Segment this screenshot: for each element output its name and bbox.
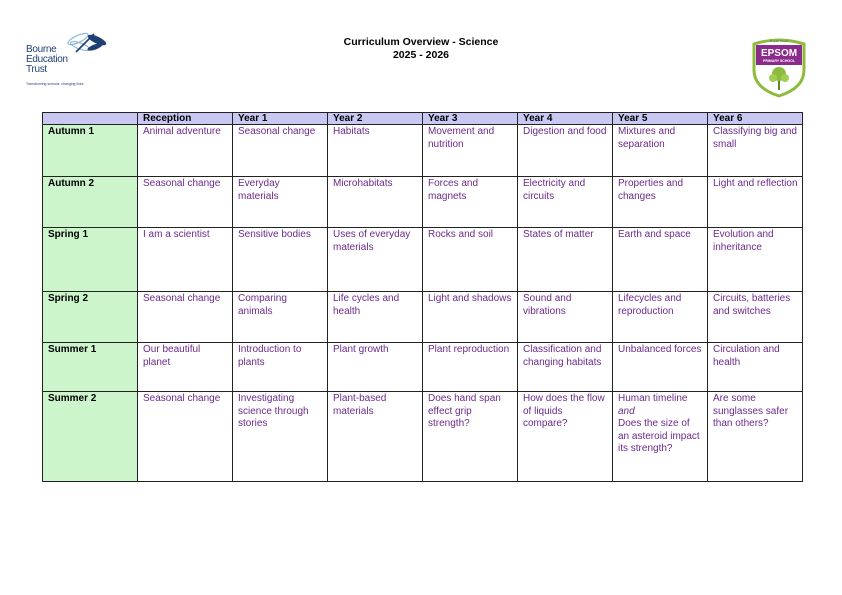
crest-school-name: EPSOM [760,48,798,59]
topic-part-1: Human timeline [618,393,688,404]
column-header: Year 3 [423,113,518,125]
page-title: Curriculum Overview - Science [343,36,499,48]
topic-cell: Microhabitats [328,177,423,228]
curriculum-table [42,112,803,482]
topic-cell: Unbalanced forces [613,343,708,392]
topic-cell: Comparing animals [233,292,328,343]
crest-top-text: Poplar Road [770,39,788,43]
topic-cell: Plant growth [328,343,423,392]
term-label: Autumn 2 [43,177,138,228]
logo-line-1: Bourne [26,44,57,55]
column-header: Year 4 [518,113,613,125]
logo-line-2: Education [26,54,68,65]
topic-cell: How does the flow of liquids compare? [518,392,613,482]
topic-cell: States of matter [518,228,613,292]
topic-cell: Movement and nutrition [423,125,518,177]
table-row [43,292,803,343]
topic-cell: Forces and magnets [423,177,518,228]
topic-joiner: and [618,405,635,417]
topic-cell: Sensitive bodies [233,228,328,292]
column-header: Year 5 [613,113,708,125]
term-label: Spring 2 [43,292,138,343]
topic-cell: Habitats [328,125,423,177]
topic-cell: Everyday materials [233,177,328,228]
topic-cell: Plant reproduction [423,343,518,392]
topic-cell: Investigating science through stories [233,392,328,482]
topic-cell: I am a scientist [138,228,233,292]
topic-cell-combined [613,392,708,482]
topic-cell: Introduction to plants [233,343,328,392]
column-header: Reception [138,113,233,125]
topic-cell: Lifecycles and reproduction [613,292,708,343]
topic-cell: Electricity and circuits [518,177,613,228]
topic-cell: Mixtures and separation [613,125,708,177]
topic-cell: Light and reflection [708,177,803,228]
term-label: Autumn 1 [43,125,138,177]
topic-cell: Life cycles and health [328,292,423,343]
table-row [43,228,803,292]
topic-cell: Properties and changes [613,177,708,228]
topic-cell: Seasonal change [138,177,233,228]
term-label: Summer 2 [43,392,138,482]
topic-cell: Classifying big and small [708,125,803,177]
topic-cell: Circulation and health [708,343,803,392]
topic-cell: Seasonal change [138,392,233,482]
logo-line-3: Trust [26,64,47,75]
epsom-primary-school-crest [751,36,807,98]
topic-cell: Are some sunglasses safer than others? [708,392,803,482]
topic-cell: Our beautiful planet [138,343,233,392]
topic-cell: Does hand span effect grip strength? [423,392,518,482]
table-header-row [43,113,803,125]
topic-cell: Uses of everyday materials [328,228,423,292]
table-row [43,177,803,228]
header-corner [43,113,138,125]
topic-cell: Plant-based materials [328,392,423,482]
academic-year: 2025 - 2026 [392,49,450,61]
term-label: Spring 1 [43,228,138,292]
table-row [43,392,803,482]
topic-cell: Animal adventure [138,125,233,177]
shield-icon [751,36,807,98]
topic-cell: Sound and vibrations [518,292,613,343]
topic-cell: Seasonal change [138,292,233,343]
topic-cell: Earth and space [613,228,708,292]
logo-tagline: Transforming schools, changing lives [26,82,84,86]
table-row [43,125,803,177]
crest-school-type: PRIMARY SCHOOL [763,59,795,63]
column-header: Year 2 [328,113,423,125]
topic-cell: Rocks and soil [423,228,518,292]
topic-cell: Circuits, batteries and switches [708,292,803,343]
term-label: Summer 1 [43,343,138,392]
topic-cell: Evolution and inheritance [708,228,803,292]
topic-part-2: Does the size of an asteroid impact its strength? [618,418,700,454]
topic-cell: Seasonal change [233,125,328,177]
page-header [0,36,842,62]
column-header: Year 1 [233,113,328,125]
topic-cell: Classification and changing habitats [518,343,613,392]
table-row [43,343,803,392]
topic-cell: Digestion and food [518,125,613,177]
column-header: Year 6 [708,113,803,125]
topic-cell: Light and shadows [423,292,518,343]
